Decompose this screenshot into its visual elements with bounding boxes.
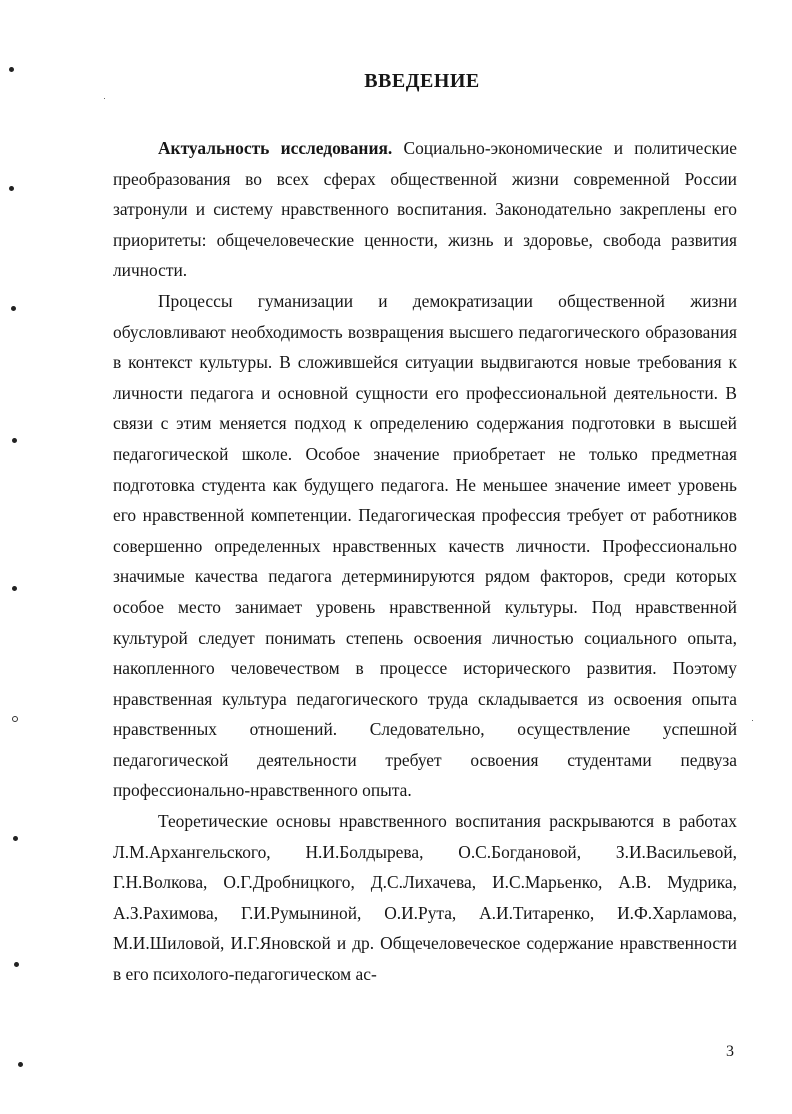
scan-mark bbox=[12, 438, 17, 443]
body-text bbox=[113, 133, 737, 990]
scan-speck bbox=[752, 720, 753, 721]
scan-mark bbox=[18, 1062, 23, 1067]
scan-mark bbox=[13, 836, 18, 841]
paragraph-theoretical-foundations: Теоретические основы нравственного воспитания раскрываются в работах Л.М.Архангельского, Н.И.Болдырева, О.С.Богдановой, З.И.Васильевой, Г.Н.Волкова, О.Г.Дробницкого, Д.С.Лихачева, И.С.Марьенко, А.В. Мудрика, А.З.Рахимова, Г.И.Румыниной, О.И.Рута, А.И.Титаренко, И.Ф.Харламова, М.И.Шиловой, И.Г.Яновской и др. Общечеловеческое содержание нравственности в его психолого-педагогическом ас- bbox=[113, 811, 737, 985]
paragraph-relevance bbox=[113, 133, 737, 286]
paragraph-humanization: Процессы гуманизации и демократизации общественной жизни обусловливают необходимость возвращения высшего педагогического образования в контекст культуры. В сложившейся ситуации выдвигаются новые требования к личности педагога и основной сущности его профессиональной деятельности. В связи с этим меняется подход к определению содержания подготовки в высшей педагогической школе. Особое значение приобретает не только предметная подготовка студента как будущего педагога. Не меньшее значение имеет уровень его нравственной компетенции. Педагогическая профессия требует от работников совершенно определенных нравственных качеств личности. Профессионально значимые качества педагога детерминируются рядом факторов, среди которых особое место занимает уровень нравственной культуры. Под нравственной культурой следует понимать степень освоения личностью социального опыта, накопленного человечеством в процессе исторического развития. Поэтому нравственная культура педагогического труда складывается из освоения опыта нравственных отношений. Следовательно, осуществление успешной педагогической деятельности требует освоения студентами педвуза профессионально-нравственного опыта. bbox=[113, 290, 737, 801]
paragraph-lead: Актуальность исследования. bbox=[158, 138, 393, 158]
scan-speck bbox=[104, 98, 105, 99]
scan-mark bbox=[14, 962, 19, 967]
scan-mark bbox=[12, 716, 18, 722]
page-number: 3 bbox=[726, 1043, 734, 1060]
paragraph-text: Социально-экономические и политические преобразования во всех сферах общественной жизни современной России затронули и систему нравственного воспитания. Законодательно закреплены его приоритеты: общечеловеческие ценности, жизнь и здоровье, свобода развития личности. bbox=[113, 138, 738, 281]
scan-mark bbox=[11, 306, 16, 311]
scan-mark bbox=[12, 586, 17, 591]
page-title: ВВЕДЕНИЕ bbox=[364, 70, 480, 92]
scan-mark bbox=[9, 186, 14, 191]
